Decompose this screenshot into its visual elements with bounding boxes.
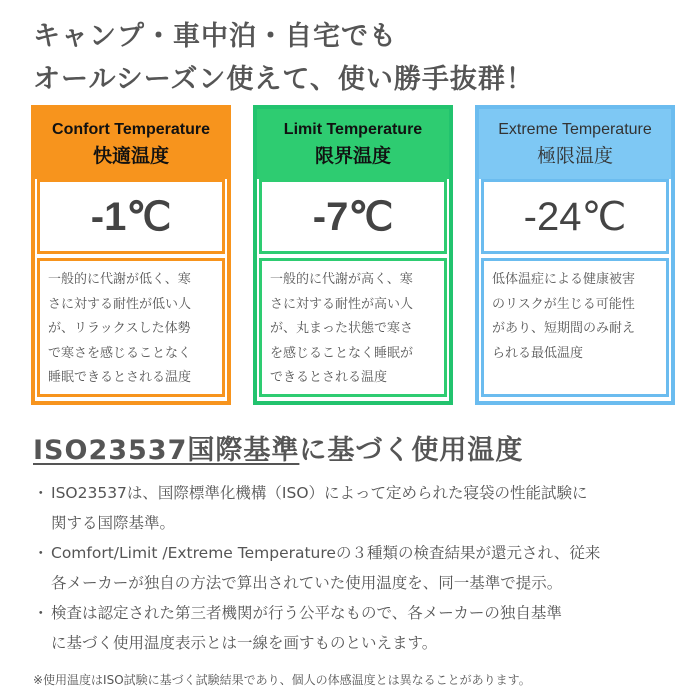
bullet-line: 各メーカーが独自の方法で算出されていた使用温度を、同一基準で提示。 <box>51 574 563 592</box>
card-description <box>259 258 447 397</box>
card-label-jp: 極限温度 <box>536 145 613 168</box>
description-line: を感じることなく睡眠が <box>270 345 414 361</box>
description-line: 一般的に代謝が低く、寒 <box>48 272 191 287</box>
limit-temperature-card <box>253 105 453 405</box>
description-line: 低体温症による健康被害 <box>492 272 636 287</box>
headline-line-1: キャンプ・車中泊・自宅でも <box>33 21 397 52</box>
card-label-en: Extreme Temperature <box>498 121 652 138</box>
temperature-value: -24℃ <box>481 179 669 254</box>
description-line: が、丸まった状態で寒さ <box>270 321 414 336</box>
card-description <box>37 258 225 397</box>
section-title-underlined: ISO23537国際基準 <box>33 435 300 466</box>
description-line: さに対する耐性が低い人 <box>48 296 192 312</box>
footnote: ※使用温度はISO試験に基づく試験結果であり、個人の体感温度とは異なることがあります。 <box>33 673 531 687</box>
card-label-jp: 限界温度 <box>314 145 391 168</box>
description-line: 睡眠できるとされる温度 <box>48 370 192 385</box>
temperature-value: -1℃ <box>37 179 225 254</box>
list-item <box>33 538 683 598</box>
comfort-temperature-card <box>31 105 231 405</box>
bullet-line: Comfort/Limit /Extreme Temperatureの３種類の検査結果が還元され、従来 <box>51 544 601 562</box>
card-label-en: Confort Temperature <box>52 121 210 138</box>
description-line: できるとされる温度 <box>270 370 388 385</box>
temperature-value: -7℃ <box>259 179 447 254</box>
section-title-rest: に基づく使用温度 <box>299 435 524 466</box>
description-line: 一般的に代謝が高く、寒 <box>270 272 413 287</box>
list-item <box>33 478 683 538</box>
description-line: が、リラックスした体勢 <box>48 321 191 336</box>
card-header <box>35 109 227 179</box>
description-line: さに対する耐性が高い人 <box>270 296 414 312</box>
bullet-list <box>33 478 683 658</box>
card-header <box>257 109 449 179</box>
card-label-jp: 快適温度 <box>92 145 169 168</box>
description-line: のリスクが生じる可能性 <box>492 296 635 312</box>
bullet-marker: ・ <box>33 544 49 562</box>
bullet-line: 検査は認定された第三者機関が行う公平なもので、各メーカーの独自基準 <box>51 604 562 622</box>
card-label-en: Limit Temperature <box>283 121 423 138</box>
bullet-line: に基づく使用温度表示とは一線を画すものといえます。 <box>51 634 438 652</box>
bullet-line: 関する国際基準。 <box>51 514 176 532</box>
section-title <box>33 428 523 467</box>
bullet-marker: ・ <box>33 484 49 502</box>
description-line: られる最低温度 <box>492 345 584 361</box>
description-line: で寒さを感じることなく <box>48 345 192 361</box>
list-item <box>33 598 683 658</box>
card-header <box>479 109 671 179</box>
headline-line-2: オールシーズン使えて、使い勝手抜群！ <box>33 64 534 95</box>
card-description <box>481 258 669 397</box>
description-line: があり、短期間のみ耐え <box>492 321 636 336</box>
bullet-marker: ・ <box>33 604 49 622</box>
bullet-line: ISO23537は、国際標準化機構（ISO）によって定められた寝袋の性能試験に <box>51 484 588 502</box>
extreme-temperature-card <box>475 105 675 405</box>
